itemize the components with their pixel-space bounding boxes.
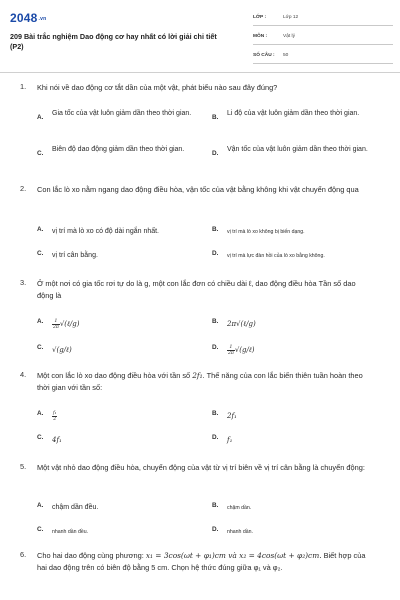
question-text: Ở một nơi có gia tốc rơi tự do là g, một con lắc đơn có chiều dài ℓ, dao động điều hòa Tần số dao động là bbox=[37, 279, 356, 300]
question-text: Một vật nhỏ dao động điều hòa, chuyển động của vật từ vị trí biên về vị trí cân bằng là chuyển động: bbox=[37, 463, 365, 472]
meta-value: 50 bbox=[283, 53, 289, 58]
option-letter: A. bbox=[37, 318, 44, 325]
option-text: Vận tốc của vật luôn giảm dần theo thời gian. bbox=[227, 146, 368, 153]
option-text: Biên độ dao động giảm dần theo thời gian. bbox=[52, 146, 185, 153]
fraction: $\frac{1}{2\pi}$ bbox=[53, 318, 59, 330]
option-text: vị trí cân bằng. bbox=[52, 252, 98, 259]
document-header bbox=[0, 0, 400, 70]
question-number: 3. bbox=[20, 278, 27, 287]
meta-label: SỐ CÂU : bbox=[253, 53, 275, 58]
option-letter: C. bbox=[37, 250, 44, 257]
option-letter: B. bbox=[212, 114, 219, 121]
header-divider bbox=[0, 72, 400, 73]
meta-row-subject bbox=[253, 31, 393, 45]
option-letter: B. bbox=[212, 226, 219, 233]
logo-suffix: .vn bbox=[38, 15, 47, 22]
option-formula: $\frac{1}{2\pi}$ √(g/ℓ) bbox=[228, 344, 255, 356]
fraction: $\frac{1}{2\pi}$ bbox=[228, 344, 234, 356]
option-letter: B. bbox=[212, 318, 219, 325]
logo-text: 2048 bbox=[10, 11, 38, 25]
question-text: Con lắc lò xo nằm ngang dao động điều hòa, vận tốc của vật bằng không khi vật chuyển động qua bbox=[37, 185, 359, 194]
document-meta bbox=[253, 12, 393, 69]
option-letter: A. bbox=[37, 502, 44, 509]
option-text: Gia tốc của vật luôn giảm dần theo thời gian. bbox=[52, 110, 192, 117]
option-formula: 2f₁ bbox=[227, 412, 237, 420]
question-number: 5. bbox=[20, 462, 27, 471]
question-number: 6. bbox=[20, 550, 27, 559]
option-formula: √(g/ℓ) bbox=[52, 346, 72, 354]
option-formula bbox=[52, 410, 202, 422]
question-text: Khi nói về dao động cơ tắt dần của một vật, phát biểu nào sau đây đúng? bbox=[37, 83, 278, 92]
meta-value: Vật lý bbox=[283, 34, 295, 39]
option-letter: C. bbox=[37, 344, 44, 351]
option-formula: 4f₁ bbox=[52, 436, 62, 444]
option-letter: B. bbox=[212, 502, 219, 509]
option-letter: C. bbox=[37, 526, 44, 533]
meta-value: Lớp 12 bbox=[283, 15, 299, 20]
question-text: Cho hai dao động cùng phương: x₁ = 3cos(ωt + φ₁)cm và x₂ = 4cos(ωt + φ₂)cm. Biết hợp của hai dao động trên có biên độ bằng 5 cm. Chọn hệ thức đúng giữa φ₁ và φ₂. bbox=[37, 551, 366, 572]
option-text: chậm dần đều. bbox=[52, 504, 99, 511]
meta-row-count bbox=[253, 50, 393, 64]
question-number: 4. bbox=[20, 370, 27, 379]
option-text: nhanh dần đều. bbox=[52, 529, 89, 535]
option-letter: A. bbox=[37, 226, 44, 233]
option-text: nhanh dần. bbox=[227, 529, 253, 535]
option-letter: D. bbox=[212, 250, 219, 257]
meta-label: MÔN : bbox=[253, 34, 268, 39]
option-letter: D. bbox=[212, 344, 219, 351]
option-text: vị trí mà lò xo không bị biến dạng. bbox=[227, 229, 305, 235]
option-formula: f₁ bbox=[227, 436, 233, 444]
meta-row-class bbox=[253, 12, 393, 26]
option-text: vị trí mà lò xo có độ dài ngắn nhất. bbox=[52, 228, 160, 235]
fraction: $\frac{\text{f₁}}{2}$ bbox=[53, 410, 57, 422]
option-text: vị trí mà lực đàn hồi của lò xo bằng không. bbox=[227, 253, 325, 259]
option-formula: $\frac{1}{2\pi}$ √(ℓ/g) bbox=[53, 318, 80, 330]
option-letter: D. bbox=[212, 526, 219, 533]
option-letter: B. bbox=[212, 410, 219, 417]
option-letter: A. bbox=[37, 114, 44, 121]
option-letter: C. bbox=[37, 434, 44, 441]
option-text: chậm dần. bbox=[227, 505, 252, 511]
option-text: Li độ của vật luôn giảm dần theo thời gian. bbox=[227, 110, 360, 117]
option-letter: D. bbox=[212, 150, 219, 157]
option-formula: 2π√(ℓ/g) bbox=[227, 320, 256, 328]
question-number: 2. bbox=[20, 184, 27, 193]
option-letter: C. bbox=[37, 150, 44, 157]
question-number: 1. bbox=[20, 82, 27, 91]
option-letter: A. bbox=[37, 410, 44, 417]
question-text: Một con lắc lò xo dao động điều hòa với tần số 2f₁. Thế năng của con lắc biến thiên tuần hoàn theo thời gian với tần số: bbox=[37, 371, 363, 392]
meta-label: LỚP : bbox=[253, 15, 267, 20]
site-logo[interactable] bbox=[10, 11, 46, 25]
option-letter: D. bbox=[212, 434, 219, 441]
document-title: 209 Bài trắc nghiệm Dao động cơ hay nhất có lời giải chi tiết (P2) bbox=[10, 32, 217, 51]
